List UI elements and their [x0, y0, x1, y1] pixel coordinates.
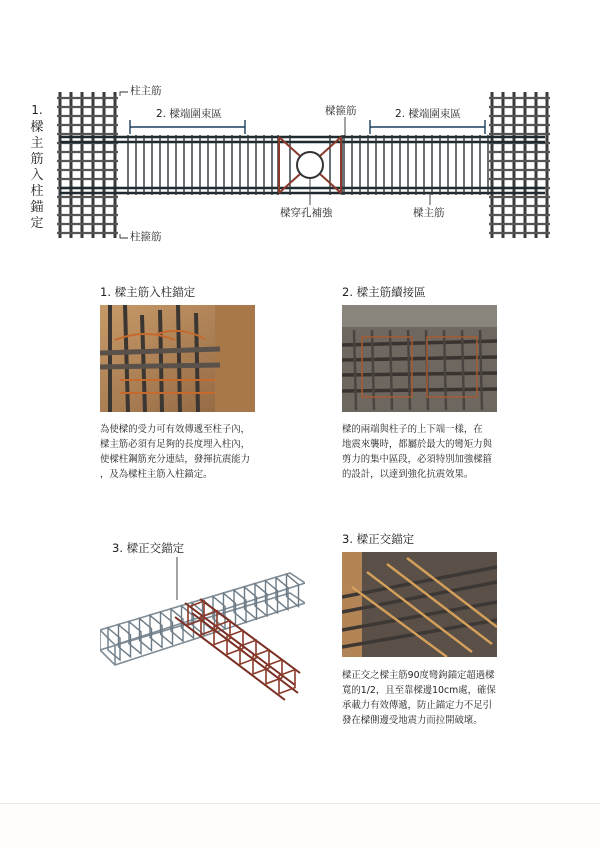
- anchor-vertical-char: 樑: [30, 120, 44, 135]
- anchor-vertical-char: 定: [30, 216, 44, 231]
- right-column-rebar: [489, 92, 550, 238]
- text-line: 寬的1/2，且至靠樑邊10cm處，確保: [342, 685, 496, 696]
- text-line: 使樑柱鋼筋充分連結，發揮抗震能力: [100, 454, 251, 465]
- photo-beam-anchor-into-column: [100, 305, 255, 412]
- photo-beam-splice-zone: [342, 305, 497, 412]
- footer-band: [0, 804, 600, 848]
- anchor-vertical-char: 錨: [30, 200, 44, 215]
- anchor-vertical-char: 入: [30, 168, 44, 183]
- beam-hole-reinforce-label: 樑穿孔補強: [280, 207, 333, 219]
- anchor-vertical-label: [30, 120, 44, 232]
- anchor-vertical-prefix: 1.: [31, 103, 43, 117]
- text-line: ，及為樑柱主筋入柱錨定。: [100, 469, 213, 480]
- text-line: 剪力的集中區段，必須特別加強樑箍: [342, 454, 493, 465]
- section-1-title: 1. 樑主筋入柱錨定: [100, 285, 196, 299]
- column-main-bar-label: 柱主筋: [130, 85, 162, 97]
- text-line: 發在樑側邊受地震力而拉開破壞。: [342, 715, 483, 726]
- beam-end-zone-label-left: 2. 樑端圍束區: [156, 108, 222, 120]
- column-stirrup-label: 柱箍筋: [130, 231, 162, 243]
- left-column-rebar: [57, 92, 118, 238]
- text-line: 承載力有效傳遞，防止錨定力不足引: [342, 700, 493, 711]
- anchor-vertical-char: 柱: [30, 184, 44, 199]
- text-line: 的設計，以達到強化抗震效果。: [342, 469, 474, 480]
- orthogonal-anchor-illustration: [100, 555, 305, 705]
- section-1-text: [100, 422, 275, 482]
- section-2-text: [342, 422, 517, 482]
- text-line: 樑正交之樑主筋90度彎鉤錨定超過樑: [342, 670, 495, 681]
- beam-column-diagram: [0, 80, 600, 250]
- section-3-title: 3. 樑正交錨定: [342, 532, 415, 546]
- beam-stirrup-label: 樑箍筋: [325, 105, 357, 117]
- end-zone-dimension-left: [130, 120, 245, 134]
- text-line: 為使樑的受力可有效傳遞至柱子內，: [100, 424, 251, 435]
- section-2-title: 2. 樑主筋續接區: [342, 285, 426, 299]
- photo-orthogonal-anchor: [342, 552, 497, 657]
- text-line: 地震來襲時，都屬於最大的彎矩力與: [342, 439, 493, 450]
- text-line: 樑主筋必須有足夠的長度埋入柱內，: [100, 439, 251, 450]
- anchor-vertical-char: 主: [30, 136, 44, 151]
- beam-end-zone-label-right: 2. 樑端圍束區: [395, 108, 461, 120]
- end-zone-dimension-right: [370, 120, 485, 134]
- section-3-illustration-title: 3. 樑正交錨定: [112, 541, 185, 555]
- text-line: 樑的兩端與柱子的上下端一樣，在: [342, 424, 483, 435]
- section-3-text: [342, 668, 522, 728]
- beam-main-bar-label: 樑主筋: [413, 207, 445, 219]
- red-crossing-beam: [175, 599, 300, 700]
- anchor-vertical-char: 筋: [30, 152, 44, 167]
